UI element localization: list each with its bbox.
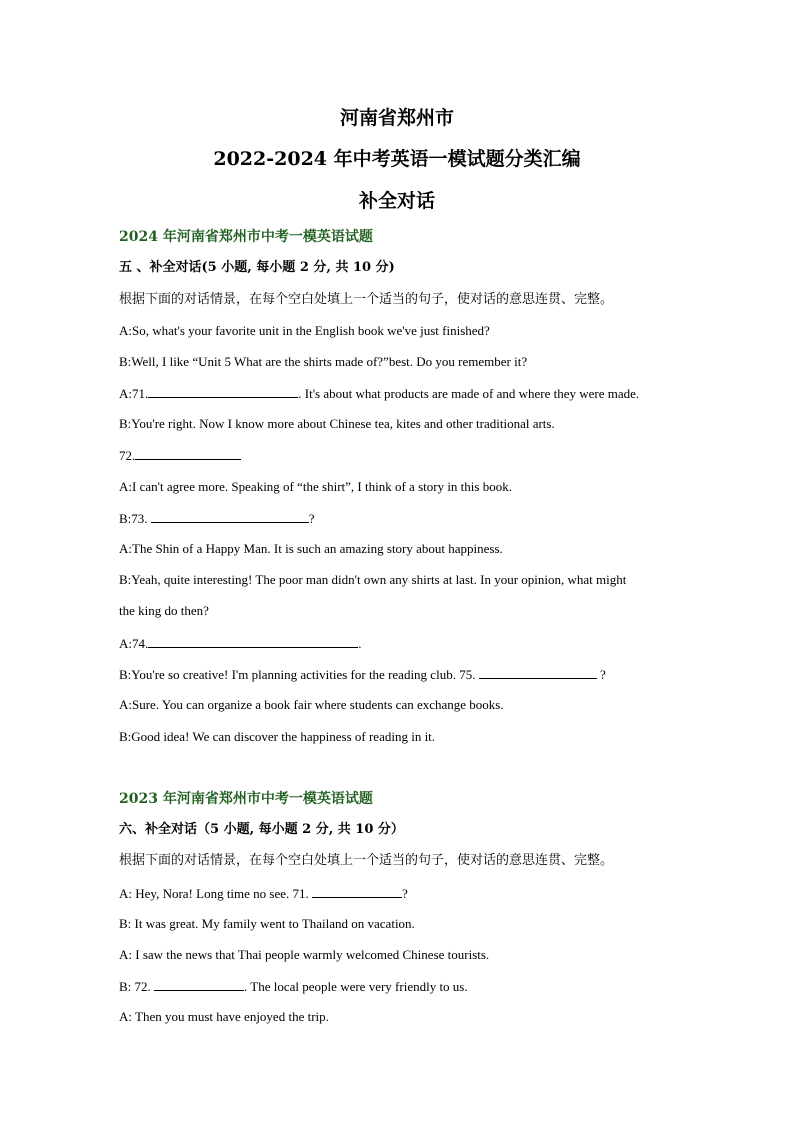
dialogue-text: ?	[402, 886, 408, 901]
dialogue-line: A:I can't agree more. Speaking of “the shirt”, I think of a story in this book.	[119, 479, 512, 494]
answer-blank-71[interactable]	[148, 383, 298, 398]
dialogue-line: B:Well, I like “Unit 5 What are the shirts made of?”best. Do you remember it?	[119, 354, 528, 369]
answer-blank-72[interactable]	[154, 976, 244, 991]
answer-blank-72[interactable]	[135, 445, 241, 460]
question-number: B: 72.	[119, 979, 151, 994]
dialogue-text: .	[358, 636, 362, 651]
question-number: A:71.	[119, 386, 149, 401]
dialogue-line: B:You're right. Now I know more about Chinese tea, kites and other traditional arts.	[119, 416, 555, 431]
section-2024-part-title: 五 、补全对话(5 小题, 每小题 2 分, 共 10 分)	[119, 260, 395, 275]
dialogue-text: B:You're so creative! I'm planning activities for the reading club. 75.	[119, 667, 476, 682]
dialogue-line: B:Good idea! We can discover the happiness of reading in it.	[119, 729, 436, 744]
dialogue-line	[119, 633, 362, 654]
section-2023-instruction: 根据下面的对话情景，在每个空白处填上一个适当的句子，使对话的意思连贯、完整。	[119, 853, 614, 868]
title-province: 河南省郑州市	[339, 107, 454, 129]
section-2024-instruction: 根据下面的对话情景，在每个空白处填上一个适当的句子，使对话的意思连贯、完整。	[119, 292, 614, 307]
dialogue-line: A:The Shin of a Happy Man. It is such an amazing story about happiness.	[119, 541, 503, 556]
answer-blank-75[interactable]	[479, 664, 597, 679]
dialogue-text: . The local people were very friendly to us.	[244, 979, 468, 994]
answer-blank-71[interactable]	[312, 883, 402, 898]
question-number: A:74.	[119, 636, 149, 651]
dialogue-line: B:Yeah, quite interesting! The poor man didn't own any shirts at last. In your opinion, what might	[119, 572, 627, 587]
dialogue-text: . It's about what products are made of and where they were made.	[298, 386, 640, 401]
dialogue-line	[119, 976, 468, 997]
dialogue-line	[119, 383, 639, 404]
section-2023-heading: 2023 年河南省郑州市中考一模英语试题	[119, 791, 373, 807]
dialogue-line: A: Then you must have enjoyed the trip.	[119, 1009, 329, 1024]
question-number: B:73.	[119, 511, 148, 526]
dialogue-line	[119, 508, 315, 529]
section-2024-heading: 2024 年河南省郑州市中考一模英语试题	[119, 229, 373, 245]
title-series: 2022-2024 年中考英语一模试题分类汇编	[213, 148, 581, 170]
dialogue-text: A: Hey, Nora! Long time no see. 71.	[119, 886, 309, 901]
dialogue-line: A:Sure. You can organize a book fair where students can exchange books.	[119, 697, 504, 712]
dialogue-line	[119, 883, 408, 904]
dialogue-text: ?	[308, 511, 315, 526]
dialogue-line: A:So, what's your favorite unit in the English book we've just finished?	[119, 323, 490, 338]
answer-blank-73[interactable]	[151, 508, 309, 523]
dialogue-line	[119, 445, 241, 466]
dialogue-line	[119, 664, 606, 685]
dialogue-text: ?	[599, 667, 606, 682]
title-topic: 补全对话	[358, 190, 435, 212]
answer-blank-74[interactable]	[148, 633, 358, 648]
dialogue-line: A: I saw the news that Thai people warmly welcomed Chinese tourists.	[119, 947, 490, 962]
dialogue-line: B: It was great. My family went to Thailand on vacation.	[119, 916, 415, 931]
dialogue-line: the king do then?	[119, 603, 209, 618]
question-number: 72.	[119, 448, 136, 463]
section-2023-part-title: 六、补全对话（5 小题, 每小题 2 分, 共 10 分）	[119, 822, 404, 837]
